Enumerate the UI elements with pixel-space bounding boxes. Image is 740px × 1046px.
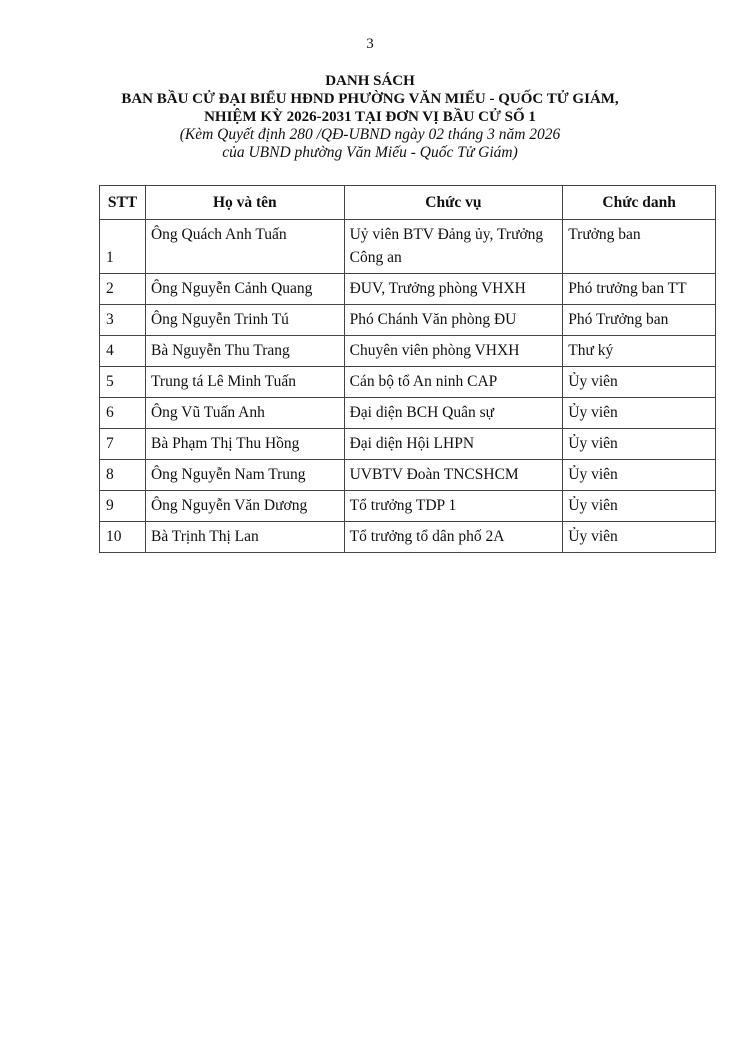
cell-name: Ông Nguyễn Văn Dương (145, 491, 344, 522)
document-subtitle-line-1: BAN BẦU CỬ ĐẠI BIỂU HĐND PHƯỜNG VĂN MIẾU - QUỐC TỬ GIÁM, (121, 91, 619, 107)
cell-stt: 9 (100, 491, 146, 522)
cell-stt: 7 (100, 429, 146, 460)
cell-role: Ủy viên (563, 398, 716, 429)
cell-name: Bà Phạm Thị Thu Hồng (145, 429, 344, 460)
decision-note-line-2: của UBND phường Văn Miếu - Quốc Tử Giám) (222, 144, 518, 161)
cell-stt: 8 (100, 460, 146, 491)
cell-name: Trung tá Lê Minh Tuấn (145, 367, 344, 398)
cell-name: Bà Nguyễn Thu Trang (145, 336, 344, 367)
cell-role: Ủy viên (563, 491, 716, 522)
cell-position: Chuyên viên phòng VHXH (344, 336, 563, 367)
cell-role: Ủy viên (563, 522, 716, 553)
document-title: DANH SÁCH (325, 73, 415, 89)
cell-position: UVBTV Đoàn TNCSHCM (344, 460, 563, 491)
table-row (100, 398, 716, 429)
cell-stt: 5 (100, 367, 146, 398)
cell-role: Ủy viên (563, 460, 716, 491)
cell-role: Ủy viên (563, 429, 716, 460)
cell-stt: 6 (100, 398, 146, 429)
cell-stt: 4 (100, 336, 146, 367)
document-subtitle-line-2: NHIỆM KỲ 2026-2031 TẠI ĐƠN VỊ BẦU CỬ SỐ 1 (204, 109, 536, 125)
column-header-position: Chức vụ (344, 186, 563, 220)
page-number: 3 (366, 36, 374, 52)
cell-name: Ông Nguyễn Cảnh Quang (145, 274, 344, 305)
table-row (100, 220, 716, 274)
cell-name: Ông Quách Anh Tuấn (145, 220, 344, 274)
cell-position: Uỷ viên BTV Đảng ủy, Trưởng Công an (344, 220, 563, 274)
cell-stt: 3 (100, 305, 146, 336)
cell-role: Phó trưởng ban TT (563, 274, 716, 305)
table-row (100, 522, 716, 553)
cell-name: Ông Nguyễn Trinh Tú (145, 305, 344, 336)
document-heading (0, 72, 740, 162)
cell-role: Thư ký (563, 336, 716, 367)
cell-position: Phó Chánh Văn phòng ĐU (344, 305, 563, 336)
cell-position: ĐUV, Trưởng phòng VHXH (344, 274, 563, 305)
column-header-name: Họ và tên (145, 186, 344, 220)
cell-role: Phó Trưởng ban (563, 305, 716, 336)
column-header-stt: STT (100, 186, 146, 220)
cell-stt: 10 (100, 522, 146, 553)
table-row (100, 274, 716, 305)
cell-name: Ông Vũ Tuấn Anh (145, 398, 344, 429)
cell-name: Bà Trịnh Thị Lan (145, 522, 344, 553)
cell-role: Trưởng ban (563, 220, 716, 274)
cell-position: Đại diện Hội LHPN (344, 429, 563, 460)
table-row (100, 367, 716, 398)
cell-role: Ủy viên (563, 367, 716, 398)
table-row (100, 336, 716, 367)
cell-name: Ông Nguyễn Nam Trung (145, 460, 344, 491)
table-row (100, 460, 716, 491)
cell-position: Đại diện BCH Quân sự (344, 398, 563, 429)
table-row (100, 491, 716, 522)
table-header-row (100, 186, 716, 220)
table-row (100, 305, 716, 336)
column-header-role: Chức danh (563, 186, 716, 220)
cell-stt: 2 (100, 274, 146, 305)
table-row (100, 429, 716, 460)
cell-stt: 1 (100, 220, 146, 274)
cell-position: Tổ trưởng tổ dân phố 2A (344, 522, 563, 553)
cell-position: Cán bộ tổ An ninh CAP (344, 367, 563, 398)
members-table (99, 185, 716, 553)
cell-position: Tổ trưởng TDP 1 (344, 491, 563, 522)
decision-note-line-1: (Kèm Quyết định 280 /QĐ-UBND ngày 02 tháng 3 năm 2026 (179, 126, 561, 143)
